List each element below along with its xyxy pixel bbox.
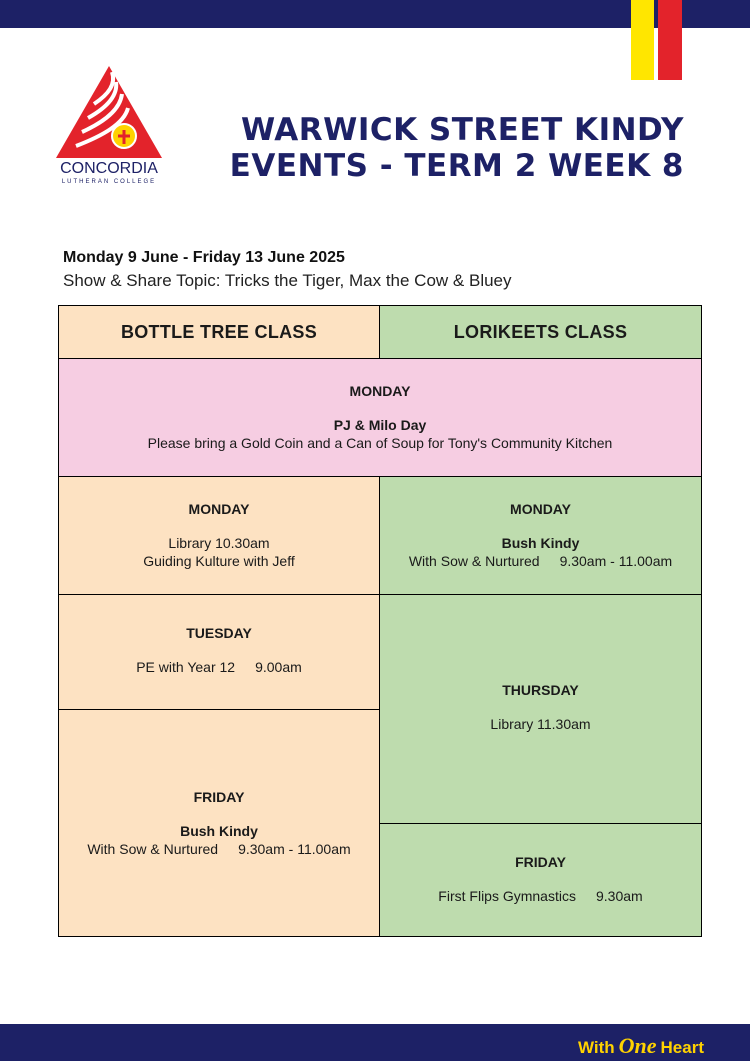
bottle-tree-friday-time: 9.30am - 11.00am xyxy=(238,841,351,857)
yellow-stripe xyxy=(631,0,654,80)
lorikeets-friday-cell xyxy=(380,824,701,936)
bottle-tree-monday-line1: Library 10.30am xyxy=(168,535,270,551)
header-lorikeets: LORIKEETS CLASS xyxy=(380,306,701,359)
bottle-tree-tuesday-cell xyxy=(59,595,380,710)
shared-monday-note: Please bring a Gold Coin and a Can of Soup for Tony's Community Kitchen xyxy=(147,435,613,451)
bottle-tree-monday-day: MONDAY xyxy=(188,501,250,517)
bottle-tree-tuesday-day: TUESDAY xyxy=(186,625,252,641)
title-line-1: WARWICK STREET KINDY xyxy=(240,112,684,148)
events-table xyxy=(58,305,702,937)
lorikeets-monday-event: Bush Kindy xyxy=(501,535,580,551)
lorikeets-monday-time: 9.30am - 11.00am xyxy=(559,553,673,569)
page-title xyxy=(230,112,684,184)
lorikeets-monday-detail xyxy=(380,553,701,569)
shared-monday-day: MONDAY xyxy=(349,383,411,399)
tagline-one: One xyxy=(618,1033,657,1058)
bottle-tree-monday-line2: Guiding Kulture with Jeff xyxy=(143,553,295,569)
lorikeets-monday-day: MONDAY xyxy=(510,501,571,517)
bottle-tree-tuesday-time: 9.00am xyxy=(255,659,302,675)
school-name: CONCORDIA xyxy=(60,160,158,177)
shared-monday-event: PJ & Milo Day xyxy=(333,417,427,433)
tagline-post: Heart xyxy=(660,1038,704,1057)
bottle-tree-friday-cell xyxy=(59,710,380,936)
bottle-tree-monday-cell xyxy=(59,477,380,595)
lorikeets-friday-detail xyxy=(380,888,701,904)
lorikeets-friday-time: 9.30am xyxy=(595,888,643,904)
tagline-pre: With xyxy=(577,1038,615,1057)
lorikeets-thursday-day: THURSDAY xyxy=(502,682,579,698)
date-range: Monday 9 June - Friday 13 June 2025 xyxy=(63,249,345,266)
school-subtitle: LUTHERAN COLLEGE xyxy=(61,179,157,185)
red-stripe xyxy=(658,0,682,80)
lorikeets-monday-cell xyxy=(380,477,701,595)
bottle-tree-tuesday-detail xyxy=(59,659,379,675)
lorikeets-friday-activity: First Flips Gymnastics xyxy=(438,888,576,904)
bottle-tree-friday-event: Bush Kindy xyxy=(180,823,258,839)
lorikeets-monday-activity: With Sow & Nurtured xyxy=(408,553,540,569)
lorikeets-friday-day: FRIDAY xyxy=(515,854,566,870)
header-bottle-tree: BOTTLE TREE CLASS xyxy=(59,306,380,359)
bottle-tree-friday-detail xyxy=(59,841,379,857)
show-share-topic: Show & Share Topic: Tricks the Tiger, Max the Cow & Bluey xyxy=(63,271,512,290)
lorikeets-thursday-line1: Library 11.30am xyxy=(490,716,591,732)
shared-monday-cell xyxy=(59,359,701,477)
tagline xyxy=(578,1033,704,1059)
bottle-tree-tuesday-activity: PE with Year 12 xyxy=(136,659,236,675)
bottle-tree-friday-activity: With Sow & Nurtured xyxy=(87,841,219,857)
lorikeets-thursday-cell xyxy=(380,595,701,824)
bottle-tree-friday-day: FRIDAY xyxy=(193,789,245,805)
title-line-2: EVENTS - TERM 2 WEEK 8 xyxy=(229,148,684,184)
